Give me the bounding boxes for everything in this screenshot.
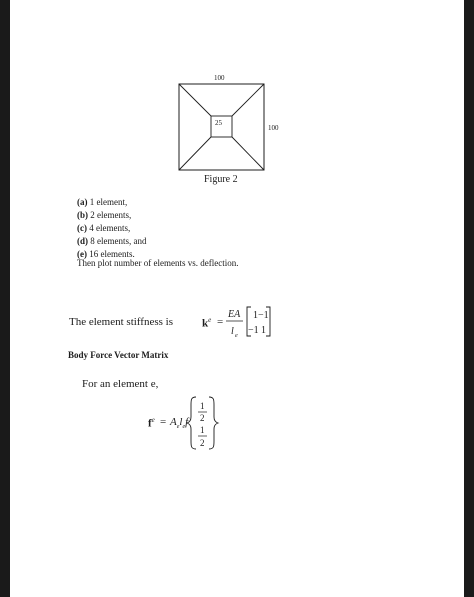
stiffness-lead: The element stiffness is [69,316,173,328]
fraction-numerator: EA [228,309,241,320]
part-a: (a) 1 element, [77,197,128,207]
force-symbol: $f^e$ [148,416,155,430]
part-c: (c) 4 elements, [77,223,131,233]
half-bottom-den: 2 [200,438,205,448]
element-line: For an element e, [82,378,159,390]
document-page [10,0,464,597]
fraction-denominator-sub: e [235,333,238,339]
matrix-cell-21: −1 [248,325,259,336]
instruction-text: Then plot number of elements vs. deflection. [77,258,239,268]
dim-right-label: 100 [268,124,279,132]
half-top-den: 2 [200,413,205,423]
section-title: Body Force Vector Matrix [68,350,169,360]
figure-caption: Figure 2 [204,174,238,185]
part-b: (b) 2 elements, [77,210,132,220]
vector-right-brace [209,397,218,449]
equals-sign: = [217,316,224,328]
fraction-denominator: l [231,326,234,337]
matrix-cell-12: −1 [258,310,269,321]
matrix-cell-11: 1 [253,310,258,321]
stiffness-symbol: $k^e$ [202,316,212,330]
matrix-cell-22: 1 [261,325,266,336]
half-top-num: 1 [200,401,205,411]
part-e: (e) 16 elements. [77,249,135,259]
half-bottom-num: 1 [200,425,205,435]
dim-top-label: 100 [214,74,225,82]
vector-left-brace [187,397,196,449]
force-equals: = [160,416,167,428]
force-rhs: $A_el_ef$ [170,416,189,431]
force-vector [10,0,464,597]
inner-square-label: 25 [215,119,222,127]
part-d: (d) 8 elements, and [77,236,147,246]
